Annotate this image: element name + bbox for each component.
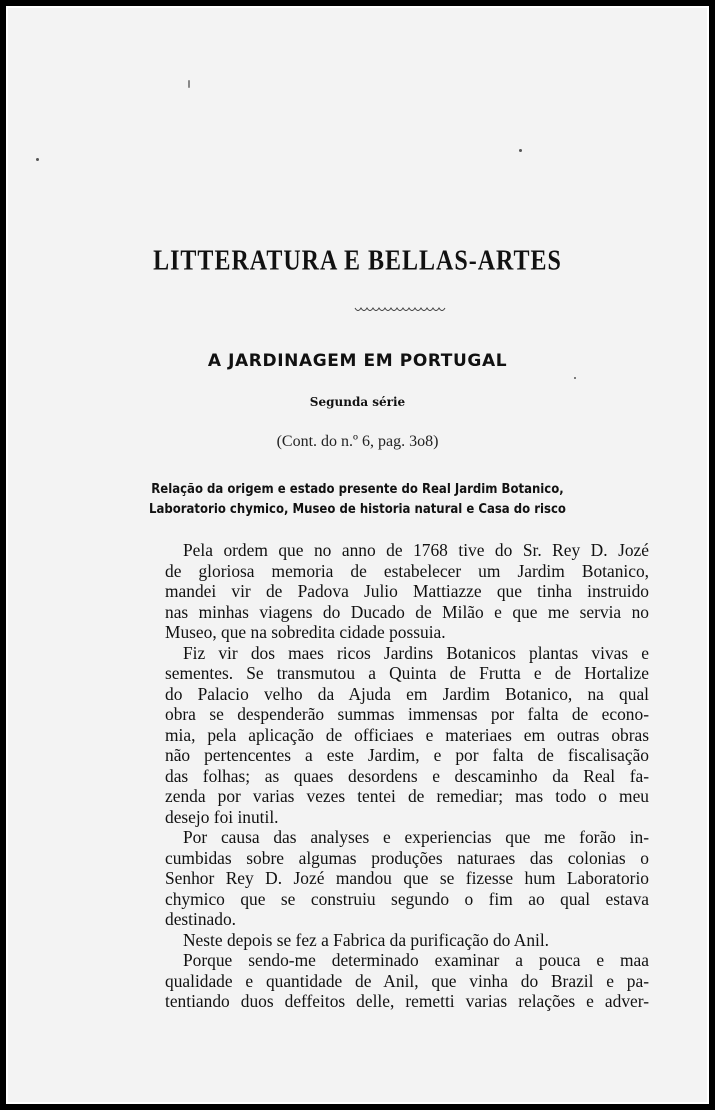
section-title: LITTERATURA E BELLAS-ARTES	[153, 246, 562, 277]
body-line: Porque sendo-me determinado examinar a pouca e maa	[183, 950, 649, 970]
paper-speck	[519, 149, 522, 152]
article-subtitle: Segunda série	[309, 395, 406, 409]
body-line: obra se despenderão summas immensas por falta de econo-	[165, 704, 649, 724]
body-line: das folhas; as quaes desordens e descaminho da Real fa-	[165, 765, 649, 786]
body-line: mandei vir de Padova Julio Mattiazze que tinha instruido	[165, 581, 649, 601]
body-line: Senhor Rey D. Jozé mandou que se fizesse hum Laboratorio	[165, 868, 649, 888]
body-line: Por causa das analyses e experiencias que me forão in-	[183, 827, 649, 847]
ornament-divider	[353, 305, 449, 315]
chapter-heading	[8, 480, 707, 520]
body-line: destinado.	[165, 909, 236, 929]
body-line: desejo foi inutil.	[165, 806, 279, 827]
body-line: cumbidas sobre algumas produções naturaes das colonias o	[165, 847, 649, 868]
body-line: não pertencentes a este Jardim, e por falta de fiscalisação	[165, 745, 649, 765]
body-line: chymico que se construiu segundo o fim ao qual estava	[165, 888, 649, 909]
document-page	[6, 6, 709, 1104]
body-line: de gloriosa memoria de estabelecer um Jardim Botanico,	[165, 560, 649, 581]
body-line: qualidade e quantidade de Anil, que vinha do Brazil e pa-	[165, 970, 649, 991]
body-line: Fiz vir dos maes ricos Jardins Botanicos plantas vivas e	[183, 642, 649, 663]
body-line: tentiando duos deffeitos delle, remetti varias relações e adver-	[165, 991, 649, 1011]
paper-speck	[574, 377, 576, 379]
paper-speck	[188, 80, 190, 88]
chapter-heading-line: Laboratorio chymico, Museo de historia natural e Casa do risco	[149, 502, 566, 517]
body-line: Museo, que na sobredita cidade possuia.	[165, 622, 446, 642]
body-line: Pela ordem que no anno de 1768 tive do Sr. Rey D. Jozé	[183, 540, 649, 560]
article-title: A JARDINAGEM EM PORTUGAL	[207, 351, 508, 371]
body-line: Neste depois se fez a Fabrica da purificação do Anil.	[183, 929, 550, 950]
body-line: sementes. Se transmutou a Quinta de Frutta e de Hortalize	[165, 663, 649, 683]
paper-speck	[36, 158, 39, 161]
body-line: do Palacio velho da Ajuda em Jardim Botanico, na qual	[165, 683, 649, 704]
body-line: mia, pela aplicação de officiaes e materiaes em outras obras	[165, 724, 649, 745]
body-line: zenda por varias vezes tentei de remediar; mas todo o meu	[165, 786, 649, 806]
continuation-note: (Cont. do n.º 6, pag. 3o8)	[276, 433, 439, 450]
body-line: nas minhas viagens do Ducado de Milão e que me servia no	[165, 601, 649, 622]
chapter-heading-line: Relação da origem e estado presente do Real Jardim Botanico,	[151, 482, 564, 497]
body-text	[165, 540, 649, 1012]
